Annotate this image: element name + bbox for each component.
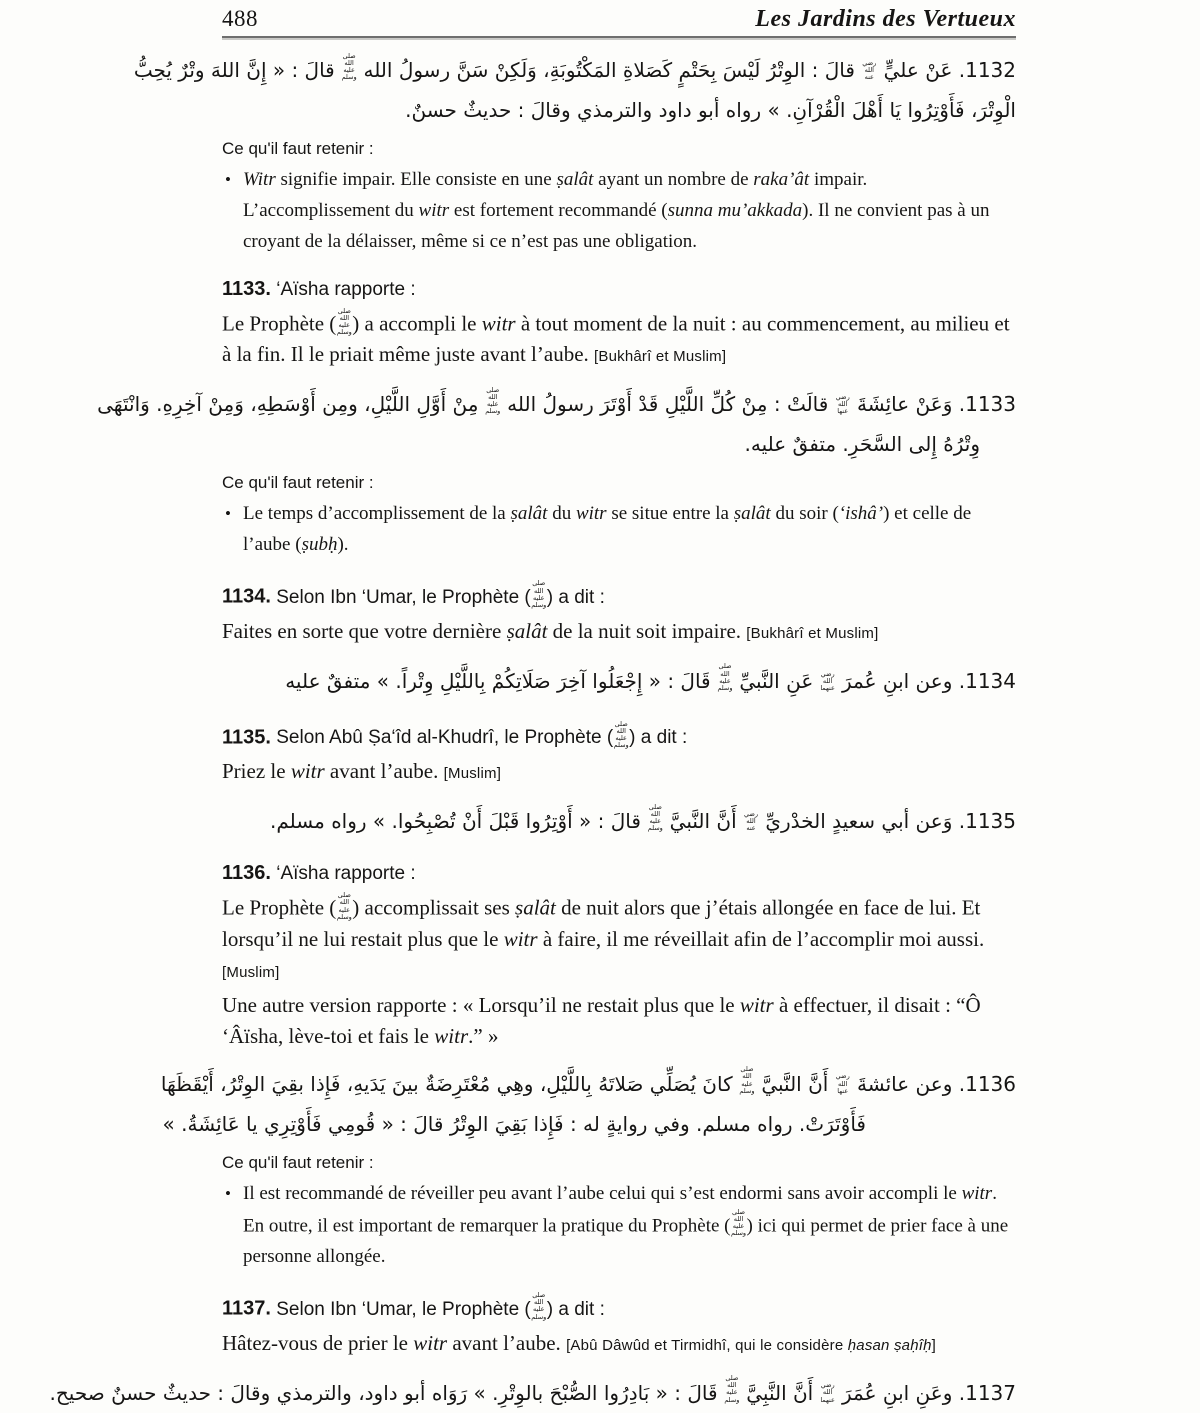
header-rule [222,36,1016,38]
arabic-line: 1133. وَعَنْ عائِشَةَ رضي الله عنها قالَتْ : مِنْ كُلِّ اللَّيْلِ قَدْ أَوْتَرَ رسولُ الله صلى الله عليه وسلم مِنْ أَوَّلِ اللَّيْلِ، ومِن أَوْسَطِهِ، وَمِنْ آخِرِهِ. وَانْتَهَى [97,386,1016,417]
retenir-item: • Le temps d’accomplissement de la ṣalât du witr se situe entre la ṣalât du soir (‘ishâ’) et celle de l’aube (ṣubḥ). [222,498,1016,560]
arabic-line: 1132. عَنْ عليٍّ رضي الله عنه قالَ : الوِتْرُ لَيْسَ بِحَتْمٍ كَصَلاةِ المَكْتُوبَةِ، وَلَكِنْ سَنَّ رسولُ الله صلى الله عليه وسلم قالَ : « إِنَّ اللهَ وتْرٌ يُحِبُّ [133,51,1016,82]
hadith-1136-alt-version: Une autre version rapporte : « Lorsqu’il ne restait plus que le witr à effectuer, il disait : “Ô ‘Âïsha, lève-toi et fais le witr.” » [222,992,981,1048]
retenir-item: • Il est recommandé de réveiller peu avant l’aube celui qui s’est endormi sans avoir accompli le witr. En outre, il est important de remarquer la pratique du Prophète (صلى الله عليه وسلم) ici qui permet de prier face à une personne allongée. [222,1178,1016,1272]
hadith-narrator: ‘Aïsha rapporte : [276,279,416,300]
arabic-line: الْوِتْرَ، فَأَوْتِرُوا يَا أَهْلَ الْقُرْآنِ. » رواه أبو داود والترمذي وقالَ : حديثٌ حسنٌ. [405,98,1016,122]
hadith-narrator: Selon Abû Ṣa‘îd al-Khudrî, le Prophète (صلى الله عليه وسلم) a dit : [276,719,688,750]
arabic-line: 1136. وعن عائشةَ رضي الله عنها أَنَّ النَّبيَّ صلى الله عليه وسلم كانَ يُصَلِّي صَلاتَهُ بِاللَّيْلِ، وهِي مُعْتَرِضَةٌ بينَ يَدَيهِ، فَإِذا بقِيَ الوِتْرُ، أَيْقَظَهَا [160,1065,1016,1096]
book-title: Les Jardins des Vertueux [755,6,1016,32]
hadith-1137-arabic [49,1373,1016,1413]
arabic-line: 1137. وعَنِ ابنِ عُمَرَ رضي الله عنهما أَنَّ النَّبِيَّ صلى الله عليه وسلم قَالَ : « بَادِرُوا الصُّبْحَ بالوِتْرِ. » رَوَاه أبو داود، والترمذي وقالَ : حديثٌ حسنٌ صحيح. [49,1374,1016,1405]
arabic-line: 1134. وعن ابنِ عُمرَ رضي الله عنهما عَنِ النَّبيِّ صلى الله عليه وسلم قَالَ : « إِجْعَلُوا آخِرَ صَلَاتِكُمْ بِاللَّيْلِ وِتْراً. » متفقٌ عليه [285,662,1016,693]
hadith-number: 1136. [222,862,271,885]
hadith-number: 1133. [222,278,271,300]
arabic-line: فَأَوْتَرَتْ. رواه مسلم. وفي روايةٍ له : فَإِذا بَقِيَ الوِتْرُ قالَ : « قُومِي فَأَوْتِرِي يا عَائِشَةُ. » [162,1111,866,1136]
retenir-list [222,498,1016,560]
hadith-number: 1135. [222,726,271,749]
hadith-1136-text: Le Prophète (صلى الله عليه وسلم) accomplissait ses ṣalât de nuit alors que j’étais allongée en face de lui. Et lorsqu’il ne lui restait plus que le witr à faire, il me réveillait afin de l’accomplir moi aussi. [Muslim] [222,891,985,981]
hadith-1137-heading [222,1292,1016,1321]
hadith-1134-heading [222,580,1016,609]
hadith-1136-heading [222,861,1016,886]
hadith-1134-text: Faites en sorte que votre dernière ṣalât de la nuit soit impaire. [Bukhârî et Muslim] [222,618,879,643]
retenir-label: Ce qu'il faut retenir : [222,139,374,158]
hadith-1135-arabic [222,801,1016,841]
hadith-number: 1134. [222,585,271,608]
hadith-1132-arabic [133,50,1016,130]
hadith-1136-arabic [160,1064,1016,1144]
hadith-1135-heading [222,721,1016,750]
retenir-item: • Witr signifie impair. Elle consiste en une ṣalât ayant un nombre de raka’ât impair. L’accomplissement du witr est fortement recommandé (sunna mu’akkada). Il ne convient pas à un croyant de la délaisser, même si ce n’est pas une obligation. [222,164,1016,257]
hadith-1137-text: Hâtez-vous de prier le witr avant l’aube. [Abû Dâwûd et Tirmidhî, qui le considère ḥasan ṣaḥîḥ] [222,1330,937,1355]
retenir-list [222,1178,1016,1272]
retenir-label: Ce qu'il faut retenir : [222,1152,374,1172]
hadith-1133-arabic [97,384,1016,464]
arabic-line: وِتْرُهُ إِلى السَّحَرِ. متفقٌ عليه. [744,432,980,457]
hadith-number: 1137. [222,1297,271,1320]
retenir-label: Ce qu'il faut retenir : [222,473,374,493]
running-header [222,6,1016,33]
page-number: 488 [222,6,258,31]
hadith-narrator: Selon Ibn ‘Umar, le Prophète (صلى الله عليه وسلم) a dit : [276,1291,605,1321]
hadith-1133-heading [222,277,1016,302]
hadith-narrator: Selon Ibn ‘Umar, le Prophète (صلى الله عليه وسلم) a dit : [276,579,605,609]
hadith-1133-text: Le Prophète (صلى الله عليه وسلم) a accompli le witr à tout moment de la nuit : au commencement, au milieu et à la fin. Il le priait même juste avant l’aube. [Bukhârî et Muslim] [222,307,1010,367]
arabic-line: 1135. وَعن أبي سعيدٍ الخدْريِّ رضي الله عنه أَنَّ النَّبيَّ صلى الله عليه وسلم قالَ : « أَوْتِرُوا قَبْلَ أَنْ تُصْبِحُوا. » رواه مسلم. [270,802,1016,834]
hadith-1135-text: Priez le witr avant l’aube. [Muslim] [222,759,502,784]
hadith-narrator: ‘Aïsha rapporte : [276,863,416,885]
hadith-1134-arabic [222,661,1016,701]
retenir-list [222,164,1016,257]
